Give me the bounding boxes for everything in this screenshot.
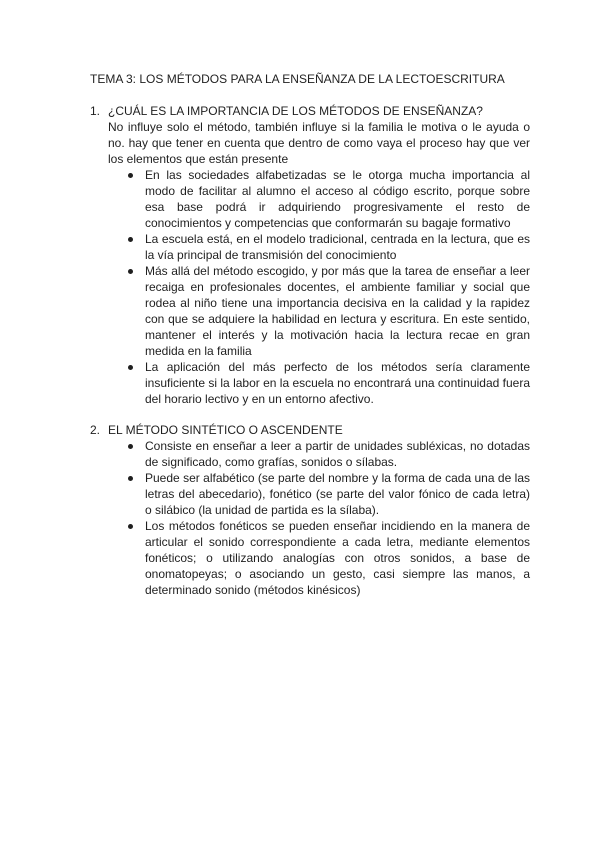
document-title: TEMA 3: LOS MÉTODOS PARA LA ENSEÑANZA DE LA LECTOESCRITURA (90, 72, 505, 86)
list-item-text: En las sociedades alfabetizadas se le otorga mucha importancia al modo de facilitar al alumno el acceso al código escrito, porque sobre esa base podrá ir adquiriendo progresivamente el resto de conocimientos y competencias que conformarán su bagaje formativo (145, 168, 530, 230)
list-item-text: La escuela está, en el modelo tradicional, centrada en la lectura, que es la vía principal de transmisión del conocimiento (145, 232, 530, 262)
list-item-text: Más allá del método escogido, y por más que la tarea de enseñar a leer recaiga en profesionales docentes, el ambiente familiar y social que rodea al niño tiene una importancia decisiva en la calidad y la rapidez con que se adquiere la habilidad en lectura y escritura. En este sentido, mantener el interés y la motivación hacia la lectura recae en gran medida en la familia (145, 264, 530, 358)
section-importance (90, 103, 530, 407)
section-synthetic-method (90, 422, 530, 598)
list-item (127, 470, 530, 518)
bullet-icon (128, 237, 133, 242)
section-number: 2. (90, 423, 101, 437)
list-item-text: Consiste en enseñar a leer a partir de unidades subléxicas, no dotadas de significado, como grafías, sonidos o sílabas. (145, 439, 530, 469)
list-item (127, 167, 530, 231)
section-heading (90, 103, 530, 119)
list-item (127, 359, 530, 407)
bullet-icon (128, 269, 133, 274)
bullet-icon (128, 524, 133, 529)
bullet-list (127, 438, 530, 598)
section-heading-text: EL MÉTODO SINTÉTICO O ASCENDENTE (108, 423, 343, 437)
bullet-icon (128, 476, 133, 481)
section-heading (90, 422, 530, 438)
list-item (127, 231, 530, 263)
bullet-icon (128, 173, 133, 178)
bullet-list (127, 167, 530, 407)
bullet-icon (128, 444, 133, 449)
list-item-text: La aplicación del más perfecto de los métodos sería claramente insuficiente si la labor en la escuela no encontrará una continuidad fuera del horario lectivo y en un entorno afectivo. (145, 360, 530, 406)
section-heading-text: ¿CUÁL ES LA IMPORTANCIA DE LOS MÉTODOS DE ENSEÑANZA? (108, 104, 483, 118)
section-number: 1. (90, 104, 101, 118)
list-item (127, 438, 530, 470)
bullet-icon (128, 365, 133, 370)
list-item (127, 518, 530, 598)
list-item-text: Los métodos fonéticos se pueden enseñar incidiendo en la manera de articular el sonido correspondiente a cada letra, mediante elementos fonéticos; o utilizando analogías con otros sonidos, a base de onomatopeyas; o asociando un gesto, casi siempre las manos, a determinado sonido (métodos kinésicos) (145, 519, 530, 597)
list-item (127, 263, 530, 359)
list-item-text: Puede ser alfabético (se parte del nombre y la forma de cada una de las letras del abecedario), fonético (se parte del valor fónico de cada letra) o silábico (la unidad de partida es la sílaba). (145, 471, 530, 517)
section-intro-paragraph: No influye solo el método, también influye si la familia le motiva o le ayuda o no. hay que tener en cuenta que dentro de como vaya el proceso hay que ver los elementos que están presente (108, 120, 530, 166)
